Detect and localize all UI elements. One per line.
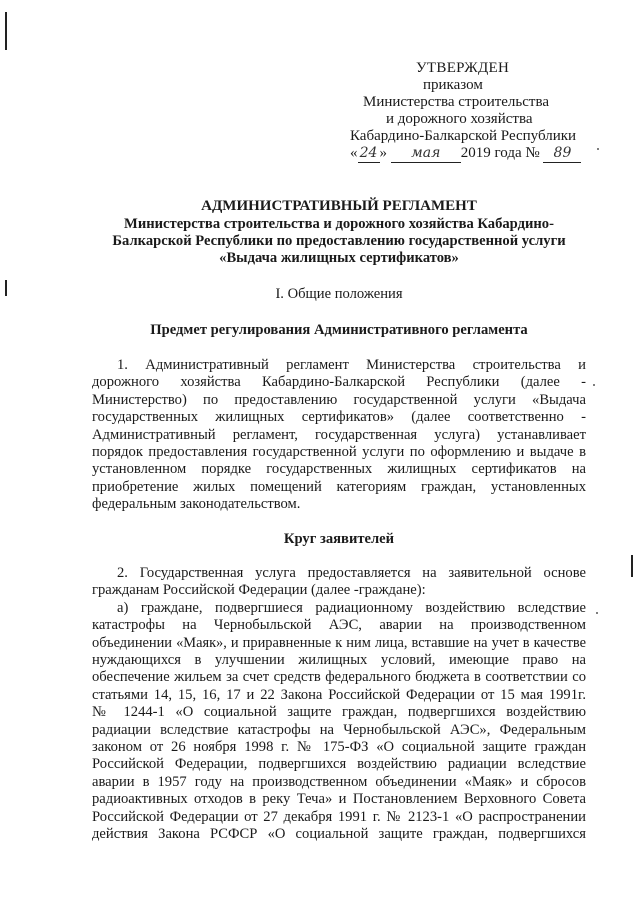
approval-line: приказом	[423, 77, 483, 93]
subsection-heading: Круг заявителей	[283, 531, 395, 547]
text-line: гражданам Российской Федерации (далее -граждане):	[92, 582, 426, 599]
scan-dot	[596, 612, 598, 614]
text-line: катастрофы на Чернобыльской АЭС, аварии на производственном	[92, 617, 586, 634]
subsection-heading: Предмет регулирования Административного регламента	[150, 322, 528, 338]
text-line: аварии в 1957 году на производственном объединении «Маяк» и сбросов	[92, 773, 586, 790]
scan-dot	[593, 384, 595, 386]
document-subtitle	[92, 216, 586, 267]
scan-mark-middle	[5, 280, 7, 296]
text-line: действия Закона РСФСР «О социальной защите граждан, подвергшихся	[92, 826, 586, 843]
text-line: законом от 26 ноября 1998 г. № 175-ФЗ «О социальной защите граждан	[92, 739, 586, 756]
date-quote-close: »	[379, 145, 387, 161]
text-line: порядок предоставления государственной услуги по оформлению и выдаче в	[92, 444, 586, 461]
text-line: федеральным законодательством.	[92, 496, 301, 513]
section-heading: I. Общие положения	[275, 286, 403, 302]
text-line: приобретение жилых помещений категориям граждан, установленных	[92, 478, 586, 495]
text-line: 2. Государственная услуга предоставляется на заявительной основе	[117, 565, 586, 581]
text-line: обеспечение жильем за счет средств федерального бюджета в соответствии со	[92, 669, 586, 686]
approval-line: и дорожного хозяйства	[386, 111, 533, 127]
text-line: Административный регламент, государственная услуга) устанавливает	[92, 426, 586, 443]
date-quote-open: «	[350, 145, 358, 161]
handwritten-month: мая	[391, 145, 461, 163]
text-line: Министерство) по предоставлению государственной услуги «Выдача	[92, 391, 586, 408]
paragraph-2	[92, 565, 586, 844]
text-line: а) граждане, подвергшиеся радиационному воздействию вследствие	[117, 599, 586, 616]
text-line: № 1244-1 «О социальной защите граждан, подвергшихся воздействию	[92, 704, 586, 721]
subtitle-line: Министерства строительства и дорожного хозяйства Кабардино-	[124, 216, 554, 232]
text-line: дорожного хозяйства Кабардино-Балкарской Республики (далее -	[92, 374, 586, 391]
scan-mark-lower	[631, 555, 633, 577]
subtitle-line: «Выдача жилищных сертификатов»	[219, 250, 459, 266]
date-year: 2019 года №	[460, 145, 540, 161]
text-line: государственных жилищных сертификатов» (далее соответственно -	[92, 409, 586, 426]
paragraph-1	[92, 357, 586, 514]
approval-block	[350, 60, 612, 163]
approval-title: УТВЕРЖДЕН	[416, 60, 510, 76]
scan-mark-top	[5, 12, 7, 50]
approval-line: Министерства строительства	[363, 94, 550, 110]
text-line: нуждающихся в улучшении жилищных условий, имеющие право на	[92, 652, 586, 669]
approval-line: Кабардино-Балкарской Республики	[350, 128, 577, 144]
document-title: АДМИНИСТРАТИВНЫЙ РЕГЛАМЕНТ	[201, 198, 477, 214]
text-line: радиации вследствие катастрофы на Чернобыльской АЭС», Федеральным	[92, 721, 586, 738]
text-line: 1. Административный регламент Министерства строительства и	[117, 357, 586, 373]
text-line: Российской Федерации от 27 декабря 1991 г. № 2123-1 «О распространении	[92, 808, 586, 825]
text-line: Российской Федерации, подвергшихся воздействию радиации вследствие	[92, 756, 586, 773]
text-line: установленном порядке государственных жилищных сертификатов на	[92, 461, 586, 478]
text-line: объединении «Маяк», и приравненные к ним лица, вставшие на учет в качестве	[92, 634, 586, 651]
approval-date	[350, 145, 612, 163]
text-line: статьями 14, 15, 16, 17 и 22 Закона Российской Федерации от 15 мая 1991г.	[92, 686, 586, 703]
handwritten-order-number: 89	[543, 145, 581, 163]
text-line: радиоактивных отходов в реку Теча» и Постановлением Верховного Совета	[92, 791, 586, 808]
handwritten-day: 24	[358, 145, 380, 163]
subtitle-line: Балкарской Республики по предоставлению государственной услуги	[112, 233, 566, 249]
